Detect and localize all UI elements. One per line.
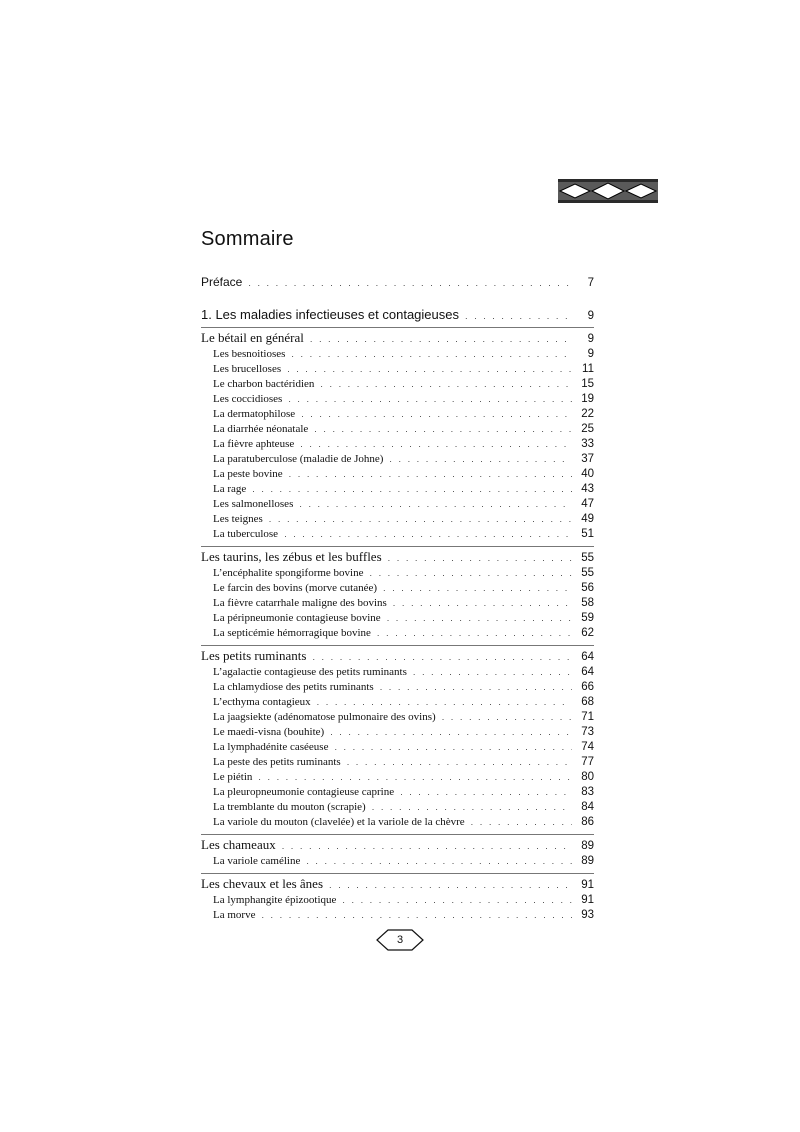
toc-section-page: 9 [587, 333, 594, 345]
toc-entry-page: 71 [581, 711, 594, 723]
toc-entry[interactable] [201, 756, 594, 771]
toc-entry-page: 91 [581, 894, 594, 906]
toc-entry-page: 33 [581, 438, 594, 450]
toc-entry-label: La peste des petits ruminants [213, 756, 341, 768]
toc-entry-page: 93 [581, 909, 594, 921]
toc-entry-label: La rage [213, 483, 247, 495]
header-ornament-icon [558, 179, 658, 203]
toc-entry-page: 47 [581, 498, 594, 510]
toc-entry-page: 11 [582, 363, 594, 375]
toc-entry-page: 55 [581, 567, 594, 579]
toc-entry-label: L’agalactie contagieuse des petits ruminants [213, 666, 407, 678]
toc-entry-label: Les teignes [213, 513, 263, 525]
toc-entry-page: 19 [581, 393, 594, 405]
toc-entry-page: 73 [581, 726, 594, 738]
toc-section-label: Les petits ruminants [201, 648, 307, 663]
toc-entry[interactable] [201, 786, 594, 801]
toc-entry-label: La variole caméline [213, 855, 301, 867]
toc-entry-label: La lymphangite épizootique [213, 894, 337, 906]
toc-entry-page: 22 [581, 408, 594, 420]
toc-entry[interactable] [201, 582, 594, 597]
toc-entry[interactable] [201, 393, 594, 408]
toc-entry-label: Le maedi-visna (bouhite) [213, 726, 325, 738]
toc-entry[interactable] [201, 528, 594, 543]
toc-entry-label: Le charbon bactéridien [213, 378, 315, 390]
toc-section[interactable] [201, 546, 594, 567]
toc-entry-page: 68 [581, 696, 594, 708]
toc-entry-label: La péripneumonie contagieuse bovine [213, 612, 381, 624]
toc-section[interactable] [201, 873, 594, 894]
toc-entry-page: 62 [581, 627, 594, 639]
toc-entry-label: L’encéphalite spongiforme bovine [213, 567, 364, 579]
toc-entry-label: La dermatophilose [213, 408, 296, 420]
toc-entry-page: 77 [581, 756, 594, 768]
toc-entry[interactable] [201, 711, 594, 726]
toc-entry[interactable] [201, 453, 594, 468]
toc-entry-page: 64 [581, 666, 594, 678]
toc-chapter[interactable] [201, 307, 594, 327]
toc-entry-label: Les besnoitioses [213, 348, 286, 360]
toc-section[interactable] [201, 327, 594, 348]
toc-entry[interactable] [201, 666, 594, 681]
toc-entry[interactable] [201, 612, 594, 627]
toc-section-page: 64 [581, 651, 594, 663]
toc-entry[interactable] [201, 855, 594, 870]
toc-entry-page: 58 [581, 597, 594, 609]
toc-entry-page: 89 [581, 855, 594, 867]
toc-entry-label: La tremblante du mouton (scrapie) [213, 801, 366, 813]
toc-section[interactable] [201, 645, 594, 666]
table-of-contents [201, 270, 594, 927]
toc-entry-page: 66 [581, 681, 594, 693]
toc-entry-page: 37 [581, 453, 594, 465]
page-number-badge [376, 928, 424, 952]
toc-entry-label: L’ecthyma contagieux [213, 696, 311, 708]
toc-entry-page: 84 [581, 801, 594, 813]
toc-section-label: Les chameaux [201, 837, 276, 852]
toc-sections [201, 327, 594, 924]
toc-entry-page: 80 [581, 771, 594, 783]
toc-section-label: Les taurins, les zébus et les buffles [201, 549, 382, 564]
toc-entry-page: 9 [587, 348, 594, 360]
toc-entry-label: La tuberculose [213, 528, 279, 540]
page-number: 3 [396, 934, 404, 946]
toc-entry-page: 83 [581, 786, 594, 798]
toc-preface[interactable] [201, 275, 594, 299]
toc-entry-label: La diarrhée néonatale [213, 423, 309, 435]
toc-entry-label: La chlamydiose des petits ruminants [213, 681, 374, 693]
toc-entry[interactable] [201, 681, 594, 696]
toc-entry[interactable] [201, 438, 594, 453]
toc-entry-label: La lymphadénite caséeuse [213, 741, 329, 753]
page-title: Sommaire [201, 228, 294, 250]
toc-preface-label: Préface [201, 275, 243, 289]
toc-entry-label: La pleuropneumonie contagieuse caprine [213, 786, 395, 798]
toc-entry-label: Le piétin [213, 771, 253, 783]
toc-entry[interactable] [201, 378, 594, 393]
toc-entry-label: La fièvre catarrhale maligne des bovins [213, 597, 387, 609]
toc-entry[interactable] [201, 909, 594, 924]
toc-preface-page: 7 [587, 277, 594, 289]
toc-entry[interactable] [201, 483, 594, 498]
toc-section-label: Le bétail en général [201, 330, 304, 345]
toc-entry-page: 43 [581, 483, 594, 495]
toc-entry-label: Le farcin des bovins (morve cutanée) [213, 582, 378, 594]
toc-entry-page: 74 [581, 741, 594, 753]
toc-entry-label: Les coccidioses [213, 393, 283, 405]
toc-chapter-page: 9 [587, 310, 594, 322]
toc-section-page: 89 [581, 840, 594, 852]
toc-chapter-label: 1. Les maladies infectieuses et contagieuses [201, 307, 459, 322]
toc-entry[interactable] [201, 567, 594, 582]
toc-entry[interactable] [201, 513, 594, 528]
toc-entry-page: 15 [581, 378, 594, 390]
toc-entry-page: 25 [581, 423, 594, 435]
toc-entry-label: Les brucelloses [213, 363, 282, 375]
toc-entry-label: La variole du mouton (clavelée) et la variole de la chèvre [213, 816, 465, 828]
toc-entry[interactable] [201, 696, 594, 711]
toc-entry[interactable] [201, 408, 594, 423]
toc-entry[interactable] [201, 423, 594, 438]
toc-entry-label: La paratuberculose (maladie de Johne) [213, 453, 384, 465]
toc-entry[interactable] [201, 363, 594, 378]
toc-entry[interactable] [201, 894, 594, 909]
toc-entry-page: 56 [581, 582, 594, 594]
toc-entry[interactable] [201, 741, 594, 756]
toc-entry-label: Les salmonelloses [213, 498, 294, 510]
toc-entry-page: 59 [581, 612, 594, 624]
toc-entry-label: La jaagsiekte (adénomatose pulmonaire des ovins) [213, 711, 436, 723]
toc-entry-label: La morve [213, 909, 256, 921]
toc-section-page: 55 [581, 552, 594, 564]
toc-entry[interactable] [201, 771, 594, 786]
toc-section-page: 91 [581, 879, 594, 891]
toc-entry[interactable] [201, 816, 594, 831]
toc-entry[interactable] [201, 801, 594, 816]
toc-entry[interactable] [201, 726, 594, 741]
toc-entry-label: La septicémie hémorragique bovine [213, 627, 371, 639]
toc-entry-page: 40 [581, 468, 594, 480]
toc-entry[interactable] [201, 597, 594, 612]
toc-entry[interactable] [201, 627, 594, 642]
toc-entry[interactable] [201, 348, 594, 363]
toc-entry-page: 51 [581, 528, 594, 540]
toc-entry[interactable] [201, 468, 594, 483]
toc-section-label: Les chevaux et les ânes [201, 876, 324, 891]
toc-section[interactable] [201, 834, 594, 855]
toc-entry-page: 86 [581, 816, 594, 828]
toc-entry[interactable] [201, 498, 594, 513]
toc-entry-label: La fièvre aphteuse [213, 438, 295, 450]
toc-entry-label: La peste bovine [213, 468, 283, 480]
toc-entry-page: 49 [581, 513, 594, 525]
